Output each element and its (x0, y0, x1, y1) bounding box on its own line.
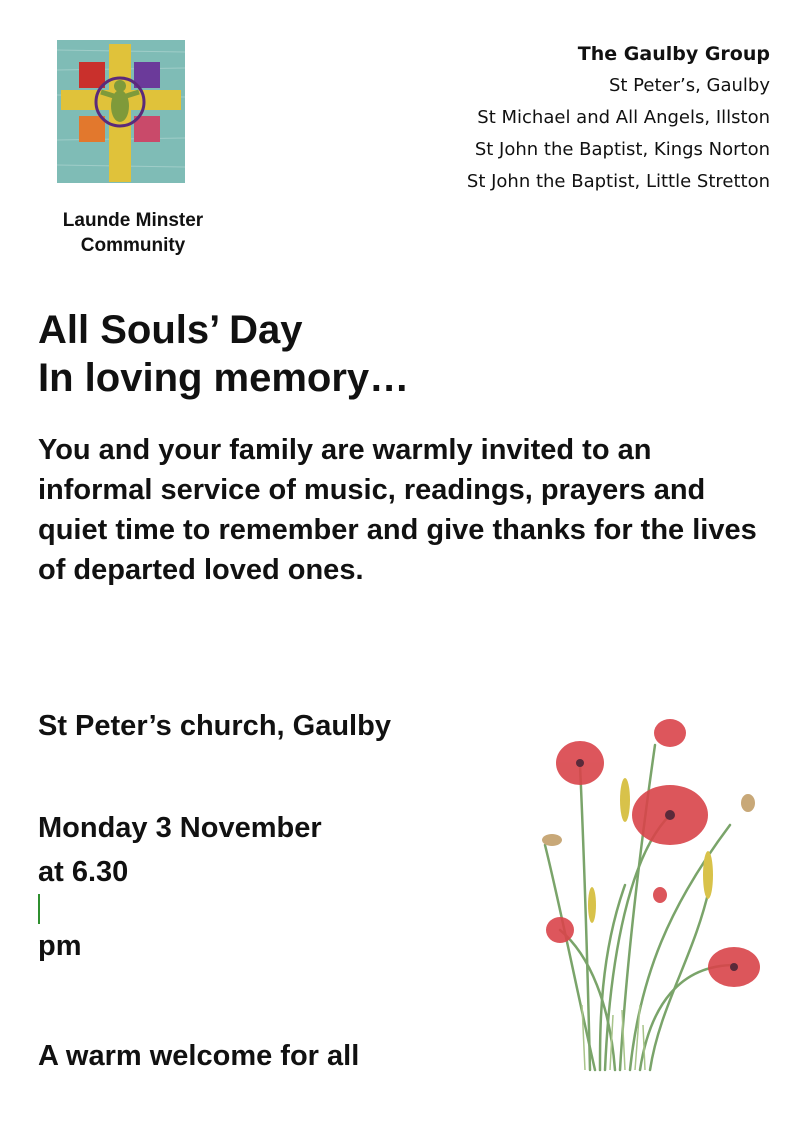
event-date-time (38, 806, 322, 968)
launde-minster-logo-icon (57, 40, 185, 183)
welcome-text: A warm welcome for all (38, 1040, 360, 1072)
event-venue: St Peter’s church, Gaulby (38, 710, 391, 742)
event-time-prefix: at 6.30 (38, 856, 129, 888)
invitation-text: You and your family are warmly invited to an informal service of music, readings, prayers and quiet time to remember and give thanks for the lives of departed loved ones. (38, 434, 757, 586)
event-title-line1: All Souls’ Day (38, 308, 303, 352)
event-date: Monday 3 November (38, 812, 322, 844)
logo-caption (38, 208, 228, 258)
poppy-flowers-illustration-icon (530, 705, 780, 1075)
church-name: St John the Baptist, Little Stretton (466, 171, 770, 192)
logo-caption-line1: Launde Minster (62, 210, 204, 231)
event-title-line2: In loving memory… (38, 356, 410, 400)
church-name: St Peter’s, Gaulby (608, 75, 770, 96)
event-title (38, 306, 409, 402)
logo-caption-line2: Community (80, 235, 186, 256)
group-title: The Gaulby Group (577, 43, 770, 65)
event-time-suffix: pm (38, 930, 82, 962)
event-time (38, 850, 322, 968)
text-cursor (38, 894, 40, 924)
gaulby-group-header (467, 38, 770, 198)
church-name: St Michael and All Angels, Illston (477, 107, 770, 128)
church-name: St John the Baptist, Kings Norton (474, 139, 770, 160)
